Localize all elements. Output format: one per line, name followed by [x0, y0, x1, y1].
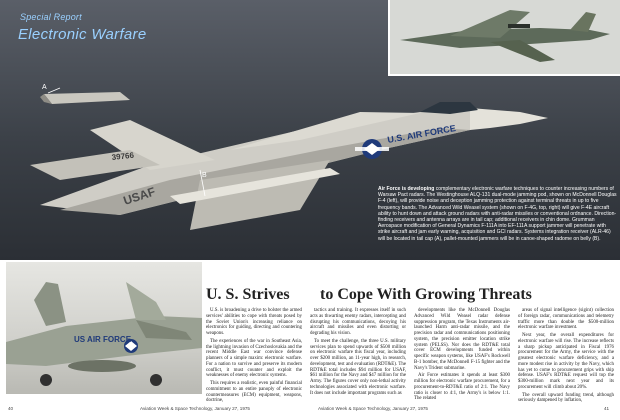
paragraph: areas of signal intelligence (sigint) collection of foreign radar, communications and telemetry traffic more than double the $500-million electronic warfare investment.	[518, 308, 614, 331]
folio-left: Aviation Week & Space Technology, January 27, 1975	[140, 406, 250, 411]
paragraph: U.S. is broadening a drive to bolster the armed services' abilities to cope with threats posed by the Soviet Union's increasing reliance on electronics for guiding, directing and countering weapons.	[206, 308, 302, 336]
page-number-left: 40	[8, 406, 14, 411]
f4-wing-text: US AIR FORCE	[74, 335, 132, 344]
f4g-aircraft-illustration	[390, 0, 620, 74]
callout-a: A	[42, 84, 47, 91]
f4-pod-photo	[6, 262, 202, 394]
callout-b: B	[202, 172, 207, 179]
paragraph: developments like the McDonnell Douglas Advanced Wild Weasel radar defense suppression program, the Texas Instruments air-launched Harm anti-radar missile, and the precision radar and communications positioning system, the precision emitter location strike system (PELSS). Nor does the RDT&E total cover ECM developments funded within specific weapon systems, like USAF's Rockwell B-1 bomber, the McDonnell F-15 fighter and the Navy's Trident submarine.	[414, 308, 510, 371]
section-kicker: Special Report	[20, 12, 82, 22]
paragraph: The overall upward funding trend, although seriously dampened by inflation,	[518, 392, 614, 404]
fuselage-usaf-text: USAF	[121, 184, 157, 208]
page-number-right: 41	[604, 406, 610, 411]
folio-right: Aviation Week & Space Technology, January 27, 1975	[318, 406, 428, 411]
paragraph: Next year, the overall expenditures for electronic warfare will rise. The increase reflects a sharp pickup anticipated in Fiscal 1976 procurement for the Army, the service with the greatest electronic warfare deficiency, and a more modest rise in activity by the Navy, which has yet to come to procurement grips with ship defense. USAF's RDT&E request will top the $300-million mark next year and its procurement will climb about 20%.	[518, 333, 614, 390]
paragraph: This requires a realistic, even painful financial commitment to an entire panoply of electronic countermeasures (ECM) equipment, weapons, doctrine,	[206, 381, 302, 404]
body-column-3	[414, 308, 510, 404]
f4-with-alq131-illustration	[6, 262, 202, 394]
headline-part-2: to Cope With Growing Threats	[320, 286, 532, 303]
headline-part-1: U. S. Strives	[206, 286, 290, 303]
inset-f4g-photo	[388, 0, 620, 76]
wing-usaf-text: U.S. AIR FORCE	[386, 123, 457, 145]
photo-caption	[378, 186, 618, 260]
paragraph: Air Force estimates it spends at least $300 million for electronic warfare procurement, for a procurement-to-RDT&E ratio of 2:1. The Navy ratio is closer to 4:1, the Army's is below 1:1. The related	[414, 373, 510, 402]
paragraph: To meet the challenge, the three U.S. military services plan to spend upwards of $500 million on electronic warfare this fiscal year, including over $200 million, an 11-year high, in research, development, test and evaluation (RDT&E). The RDT&E total includes $94 million for USAF, $61 million for the Navy and $47 million for the Army. The figures cover only non-lethal activity technologies associated with electronic warfare. It does not include important programs such as	[310, 338, 406, 396]
body-column-1	[206, 308, 302, 406]
caption-body: complementary electronic warfare techniques to counter increasing numbers of Warsaw Pact radars. The Westinghouse ALQ-131 dual-mode jamming pod, shown on McDonnell Douglas F-4 (left), will provide noise and deception jamming protection against terminal threats in up to five frequency bands. The Advanced Wild Weasel system (shown on F-4G, top, right) will give F-4E aircraft ability to hunt down and attack ground radars with anti-radar missiles or conventional ordnance. Direction-finding receivers and antenna arrays are in tail cap; additional receivers in chin dome. Grumman Aerospace modification of General Dynamics F-111A into EF-111A support jammer will penetrate with strike aircraft and jam early warning, acquisition and GCI radars. Systems integration receiver (ALR-46) will be located in tail cap (A), pallet-mounted jammers will be in canoe-shaped radome on belly (B).	[378, 186, 617, 242]
paragraph: tactics and training. It expresses itself in such acts as thwarting enemy radars, intercepting and disrupting his communications, decoying his aircraft and missiles and even distorting or degrading his vision.	[310, 308, 406, 336]
body-column-2	[310, 308, 406, 398]
paragraph: The experiences of the war in Southeast Asia, the lightning invasion of Czechoslovakia and the recent Middle East war convince defense planners of a simple maxim: electronic warfare. For a nation to survive and preserve its modern conflict, it must counter and exploit the weaknesses of enemy electronic systems.	[206, 338, 302, 379]
section-title: Electronic Warfare	[18, 26, 147, 43]
body-column-4	[518, 308, 614, 406]
caption-lead: Air Force is developing	[378, 186, 435, 192]
tail-number-text: 39766	[111, 150, 135, 162]
